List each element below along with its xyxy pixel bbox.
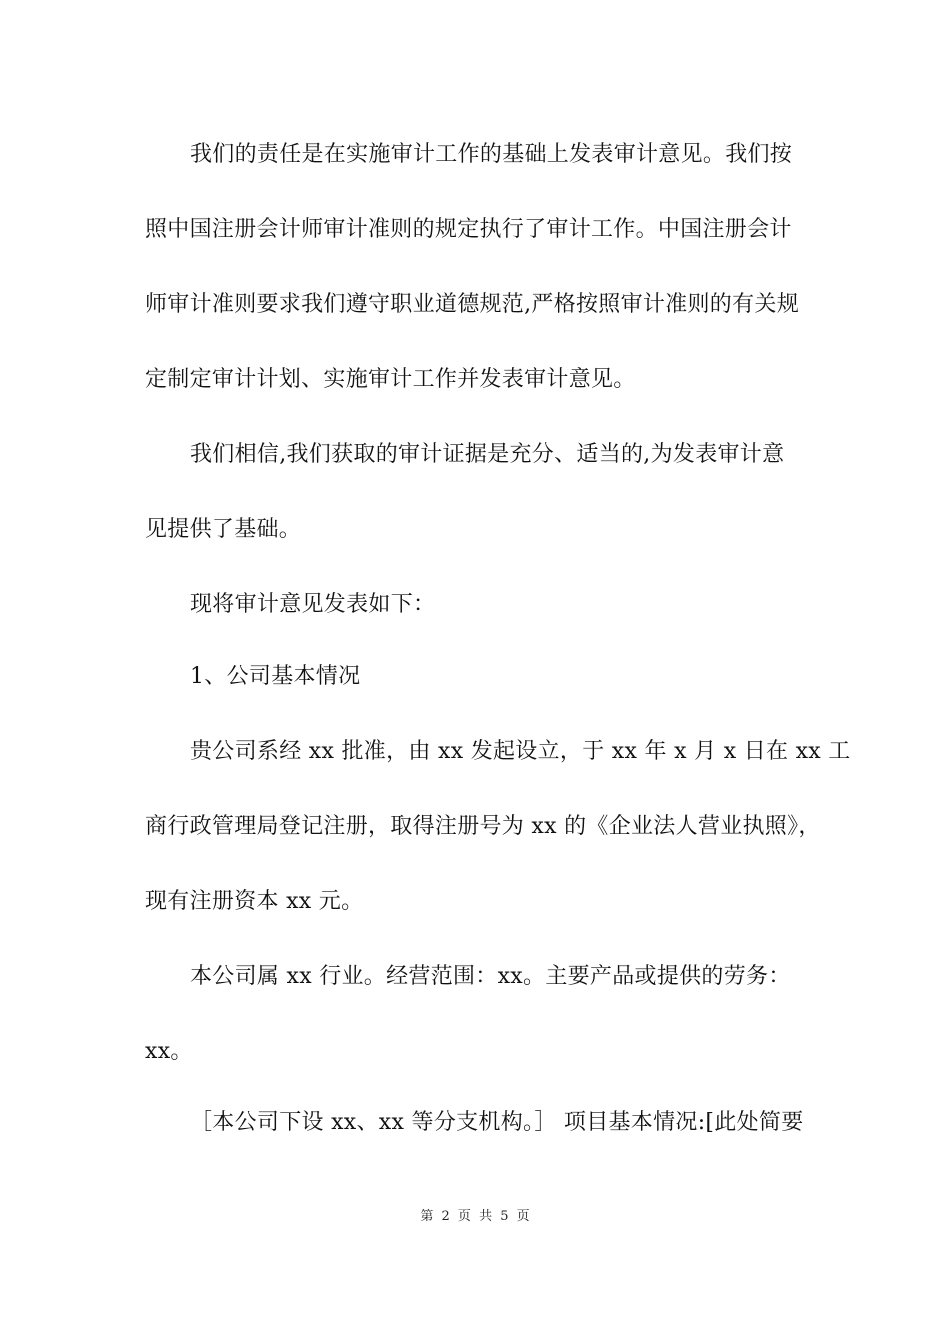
paragraph-2-line-1: 我们相信,我们获取的审计证据是充分、适当的,为发表审计意 — [190, 442, 785, 467]
footer-page-word: 页 — [457, 1209, 471, 1224]
paragraph-4-line-3: 现有注册资本 xx 元。 — [145, 889, 364, 914]
paragraph-6-line-1: ［本公司下设 xx、xx 等分支机构。］ 项目基本情况:[此处简要 — [190, 1110, 804, 1135]
footer-prefix: 第 — [420, 1209, 434, 1224]
paragraph-1-line-3: 师审计准则要求我们遵守职业道德规范,严格按照审计准则的有关规 — [145, 292, 799, 317]
section-heading: 1、公司基本情况 — [190, 664, 361, 689]
paragraph-1-line-2: 照中国注册会计师审计准则的规定执行了审计工作。中国注册会计 — [145, 217, 792, 242]
paragraph-1-line-4: 定制定审计计划、实施审计工作并发表审计意见。 — [145, 367, 636, 392]
page-footer — [0, 1208, 950, 1226]
footer-total-pages: 5 — [500, 1209, 509, 1224]
footer-suffix: 页 — [516, 1209, 530, 1224]
footer-total-word: 共 — [479, 1209, 493, 1224]
paragraph-5-line-1: 本公司属 xx 行业。经营范围：xx。主要产品或提供的劳务： — [190, 964, 791, 989]
paragraph-5-line-2: xx。 — [145, 1039, 193, 1064]
paragraph-1-line-1: 我们的责任是在实施审计工作的基础上发表审计意见。我们按 — [190, 142, 793, 167]
footer-current-page: 2 — [441, 1209, 450, 1224]
paragraph-2-line-2: 见提供了基础。 — [145, 517, 302, 542]
paragraph-4-line-2: 商行政管理局登记注册，取得注册号为 xx 的《企业法人营业执照》， — [145, 814, 821, 839]
paragraph-3: 现将审计意见发表如下： — [190, 592, 436, 617]
paragraph-4-line-1: 贵公司系经 xx 批准，由 xx 发起设立，于 xx 年 x 月 x 日在 xx 工 — [190, 739, 851, 764]
